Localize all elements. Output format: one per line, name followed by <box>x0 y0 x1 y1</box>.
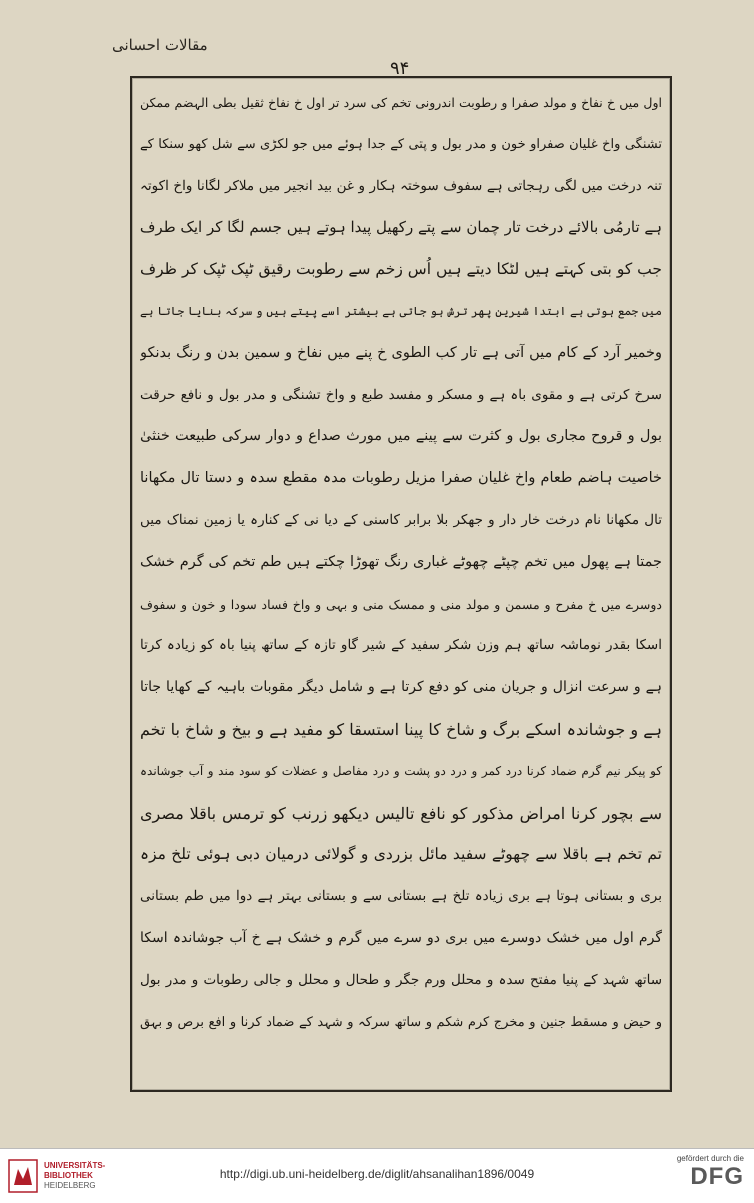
text-line: میں جمع ہوتی ہے ابتدا شیرین پھر ترش ہو جاتی ہے بیشتر اسے پیتے ہیں و سرکہ بنایا جاتا ہے <box>140 303 662 318</box>
text-line: اول میں خ نفاخ و مولد صفرا و رطوبت اندرونی تخم کی سرد تر اول خ نفاخ ثقیل بطی الہضم ممکن <box>140 95 662 110</box>
text-line: وخمیر آرد کے کام میں آتی ہے تار کب الطوی خ پنے میں نفاخ و سمین بدن و رنگ بدنکو <box>140 344 662 361</box>
page-number: ۹۴ <box>390 58 410 79</box>
text-line: جمتا ہے پھول میں تخم چپٹے چھوٹے غباری رنگ تھوڑا چکتے ہیں طم تخم کی گرم خشک <box>140 553 662 570</box>
text-line: اسکا بقدر نوماشہ ساتھ ہم وزن شکر سفید کے شیر گاو تازہ کے ساتھ پنیا باہ کو زیادہ کرتا <box>140 637 662 654</box>
text-line: تنہ درخت میں لگی رہجاتی ہے سفوف سوختہ ہکار و غن بید انجیر میں ملاکر لگانا واخ اکوتہ <box>140 177 662 194</box>
text-line: ہے و جوشاندہ اسکے برگ و شاخ کا پینا استسقا کو مفید ہے و بیخ و شاخ با تخم <box>140 719 662 739</box>
text-line: بول و قروح مجاری بول و کثرت سے پینے میں مورث صداع و دوار سرکی طبیعت خنثیٰ <box>140 428 662 445</box>
text-line: کو پیکر نیم گرم ضماد کرنا درد کمر و درد دو پشت و درد مفاصل و عضلات کو سود مند و آب جوشاندہ <box>140 763 662 778</box>
funding-credit <box>677 1154 744 1191</box>
dfg-logo: DFG <box>690 1163 744 1190</box>
text-line: جب کو بتی کہتے ہیں لٹکا دیتے ہیں اُس زخم سے رطوبت رقیق ٹپک ٹپک کر ظرف <box>140 260 662 279</box>
text-line: ہے تارمُی بالائے درخت تار چمان سے پتے رکھیل پیدا ہوتے ہیں جسم لگا کر ایک طرف <box>140 218 662 237</box>
text-line: تال مکھانا نام درخت خار دار و جھکر بلا برابر کاسنی کے دیا نی کے کنارہ یا زمین نمناک میں <box>140 511 662 528</box>
text-line: و حیض و مسقط جنین و مخرج کرم شکم و ساتھ سرکہ و شہد کے ضماد کرنا و افع برص و بہق <box>140 1014 662 1030</box>
text-line: تشنگی واخ غلیان صفراو خون و مدر بول و پتی کے جدا ہوئے میں جو لکڑی سے شل کھو سنکا کے <box>140 136 662 152</box>
text-line: سرخ کرتی ہے و مقوی باہ ہے و مسکر و مفسد طبع و واخ تشنگی و مدر بول و نافع حرقت <box>140 386 662 403</box>
text-frame <box>130 76 672 1092</box>
text-line: ساتھ شہد کے پنیا مفتح سدہ و محلل ورم جگر و طحال و محلل و جالی رطوبات و مدر بول <box>140 971 662 988</box>
text-line: دوسرے میں خ مفرح و مسمن و مولد منی و ممسک منی و بہی و واخ فساد سودا و خون و سفوف <box>140 596 662 612</box>
text-line: تم تخم ہے باقلا سے چھوٹے سفید مائل بزردی و گولائی درمیان دبی ہوئی تلخ مزہ <box>140 845 662 864</box>
permalink-url[interactable]: http://digi.ub.uni-heidelberg.de/diglit/ahsanalihan1896/0049 <box>219 1167 535 1181</box>
library-name: UNIVERSITÄTS- BIBLIOTHEK HEIDELBERG <box>44 1161 106 1190</box>
page-header <box>0 30 754 79</box>
funded-by-label: gefördert durch die <box>676 1154 744 1163</box>
text-line: خاصیت ہاضم طعام واخ غلیان صفرا مزیل رطوبات مدہ مقطع سدہ و دستا تال مکھانا <box>140 470 662 487</box>
running-title: مقالات احسانی <box>112 36 208 54</box>
body-text <box>140 82 662 1086</box>
text-line: بری و بستانی ہوتا ہے بری زیادہ تلخ ہے بستانی سے و بستانی بہتر ہے دوا میں طم بستانی <box>140 888 662 905</box>
text-line: سے بچور کرنا امراض مذکور کو نافع تالیس دیکھو زرنب کو ترمس باقلا مصری <box>140 803 662 823</box>
viewer-footer <box>0 1148 754 1203</box>
text-line: ہے و سرعت انزال و جریان منی کو دفع کرتا ہے و شامل دیگر مقوبات باہیہ کے کھایا جاتا <box>140 679 662 696</box>
text-line: گرم اول میں خشک دوسرے میں بری دو سرے میں گرم و خشک ہے خ آب جوشاندہ اسکا <box>140 929 662 946</box>
